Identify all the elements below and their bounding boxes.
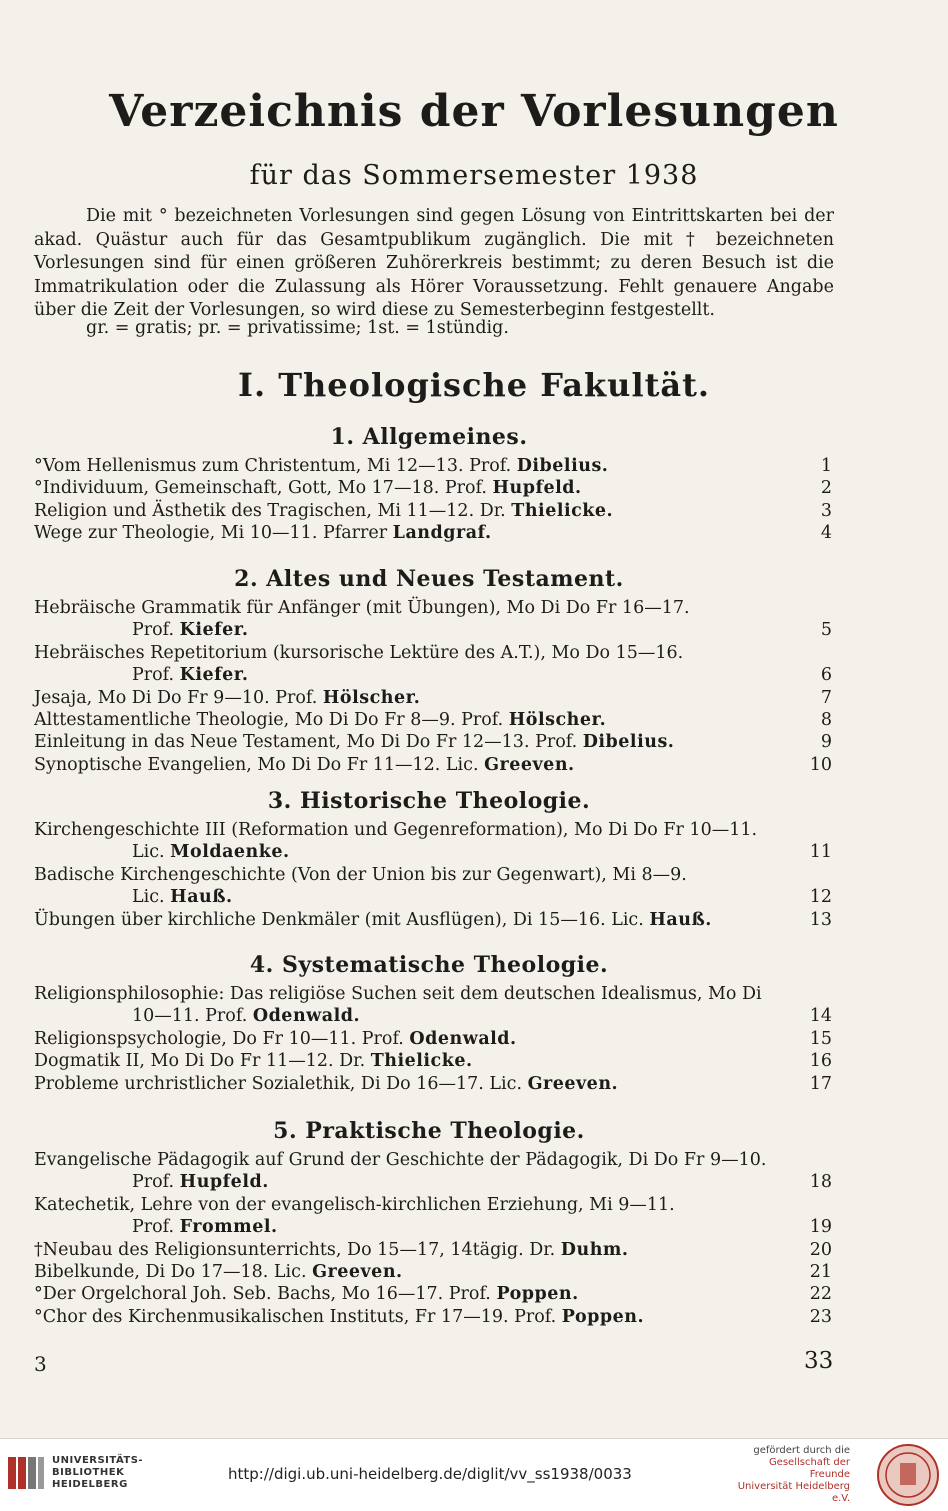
course-entry: [132, 1006, 832, 1026]
lecturer-name: Hauß.: [649, 909, 712, 930]
course-text: Jesaja, Mo Di Do Fr 9—10. Prof.: [34, 687, 323, 708]
permalink-url[interactable]: http://digi.ub.uni-heidelberg.de/diglit/vv_ss1938/0033: [228, 1465, 632, 1483]
course-number: 7: [820, 687, 832, 708]
course-number: 10: [809, 754, 832, 775]
course-number: 23: [809, 1306, 832, 1327]
course-entry: [34, 523, 832, 543]
course-entry: [34, 1240, 832, 1260]
course-entry: [132, 842, 832, 862]
course-entry: [34, 598, 832, 618]
course-text: Prof.: [132, 620, 180, 641]
course-text: Religion und Ästhetik des Tragischen, Mi 11—12. Dr.: [34, 500, 512, 521]
course-text: Übungen über kirchliche Denkmäler (mit Ausflügen), Di 15—16. Lic.: [34, 909, 650, 930]
lecturer-name: Thielicke.: [370, 1051, 473, 1072]
course-entry: [34, 456, 832, 476]
page-number: 33: [804, 1348, 834, 1374]
course-number: 18: [809, 1172, 832, 1193]
course-text: Hebräische Grammatik für Anfänger (mit Übungen), Mo Di Do Fr 16—17.: [34, 598, 690, 618]
course-text: Probleme urchristlicher Sozialethik, Di Do 16—17. Lic.: [34, 1073, 528, 1094]
course-entry: [34, 1195, 832, 1215]
course-entry: [34, 1029, 832, 1049]
course-text: °Individuum, Gemeinschaft, Gott, Mo 17—18. Prof.: [34, 478, 493, 499]
course-text: °Der Orgelchoral Joh. Seb. Bachs, Mo 16—17. Prof.: [34, 1284, 497, 1305]
section-heading: 4. Systematische Theologie.: [249, 952, 609, 978]
course-number: 1: [820, 456, 832, 476]
lecturer-name: Kiefer.: [179, 665, 249, 686]
course-number: 15: [809, 1028, 832, 1049]
course-entry: [132, 887, 832, 907]
course-text: Lic.: [132, 842, 171, 863]
lecturer-name: Hölscher.: [508, 710, 607, 730]
course-number: 21: [809, 1262, 832, 1282]
lecturer-name: Greeven.: [484, 754, 575, 775]
course-number: 20: [809, 1239, 832, 1260]
intro-paragraph: [34, 205, 834, 323]
course-text: Kirchengeschichte III (Reformation und Gegenreformation), Mo Di Do Fr 10—11.: [34, 820, 758, 840]
lecturer-name: Hupfeld.: [179, 1172, 269, 1193]
course-entry: [132, 620, 832, 640]
sponsor-line: gefördert durch die: [753, 1445, 850, 1456]
viewer-footer-bar: [0, 1438, 948, 1511]
course-entry: [34, 984, 832, 1004]
course-number: 6: [820, 665, 832, 686]
lecturer-name: Landgraf.: [392, 523, 492, 544]
course-number: 22: [809, 1284, 832, 1305]
course-number: 3: [820, 500, 832, 521]
lecturer-name: Poppen.: [496, 1284, 579, 1305]
course-entry: [132, 1172, 832, 1192]
course-entry: [34, 1284, 832, 1304]
course-entry: [34, 865, 832, 885]
course-number: 8: [820, 710, 832, 730]
section-heading: 5. Praktische Theologie.: [273, 1118, 585, 1144]
course-number: 14: [809, 1006, 832, 1027]
course-text: Hebräisches Repetitorium (kursorische Lektüre des A.T.), Mo Do 15—16.: [34, 642, 684, 663]
course-number: 4: [820, 523, 832, 544]
library-logo-icon: [6, 1453, 46, 1493]
course-entry: [34, 910, 832, 930]
library-name-line: HEIDELBERG: [52, 1479, 128, 1490]
course-entry: [34, 501, 832, 521]
course-entry: [34, 1262, 832, 1282]
course-text: Bibelkunde, Di Do 17—18. Lic.: [34, 1262, 313, 1282]
course-text: Evangelische Pädagogik auf Grund der Geschichte der Pädagogik, Di Do Fr 9—10.: [34, 1150, 767, 1170]
lecturer-name: Thielicke.: [511, 500, 614, 521]
course-entry: [132, 1217, 832, 1237]
lecturer-name: Hölscher.: [322, 687, 421, 708]
course-text: 10—11. Prof.: [132, 1006, 253, 1027]
section-heading: 1. Allgemeines.: [330, 424, 528, 450]
sponsor-line: Gesellschaft der Freunde: [768, 1457, 850, 1480]
course-text: Alttestamentliche Theologie, Mo Di Do Fr 8—9. Prof.: [34, 710, 509, 730]
course-entry: [132, 665, 832, 685]
course-text: Dogmatik II, Mo Di Do Fr 11—12. Dr.: [34, 1051, 371, 1072]
course-number: 11: [809, 842, 832, 863]
lecturer-name: Greeven.: [527, 1073, 619, 1094]
lecturer-name: Frommel.: [179, 1217, 278, 1238]
course-entry: [34, 1051, 832, 1071]
course-entry: [34, 1307, 832, 1327]
lecturer-name: Kiefer.: [179, 620, 249, 641]
course-text: †Neubau des Religionsunterrichts, Do 15—17, 14tägig. Dr.: [34, 1239, 561, 1260]
library-name-line: UNIVERSITÄTS-: [52, 1455, 144, 1466]
lecturer-name: Dibelius.: [582, 732, 675, 753]
course-entry: [34, 478, 832, 498]
course-text: Einleitung in das Neue Testament, Mo Di Do Fr 12—13. Prof.: [34, 732, 583, 753]
course-entry: [34, 643, 832, 663]
course-entry: [34, 710, 832, 730]
library-name-line: BIBLIOTHEK: [52, 1467, 125, 1478]
section-heading: 3. Historische Theologie.: [267, 788, 591, 814]
course-number: 13: [809, 909, 832, 930]
course-text: °Vom Hellenismus zum Christentum, Mi 12—13. Prof.: [34, 456, 517, 476]
course-number: 19: [809, 1217, 832, 1238]
course-text: Badische Kirchengeschichte (Von der Union bis zur Gegenwart), Mi 8—9.: [34, 864, 687, 885]
course-entry: [34, 755, 832, 775]
sponsor-text: [732, 1445, 850, 1505]
lecturer-name: Hauß.: [170, 887, 233, 908]
abbreviations-line: gr. = gratis; pr. = privatissime; 1st. = 1stündig.: [86, 318, 509, 338]
university-seal-icon: [876, 1443, 940, 1507]
course-entry: [34, 688, 832, 708]
course-text: Wege zur Theologie, Mi 10—11. Pfarrer: [34, 523, 393, 544]
lecturer-name: Dibelius.: [516, 456, 609, 476]
lecturer-name: Greeven.: [312, 1262, 403, 1282]
section-heading: 2. Altes und Neues Testament.: [234, 566, 624, 592]
course-entry: [34, 732, 832, 752]
course-number: 5: [820, 620, 832, 641]
page-title: Verzeichnis der Vorlesungen: [109, 86, 839, 137]
library-name: [52, 1455, 143, 1491]
lecturer-name: Poppen.: [561, 1306, 645, 1327]
course-entry: [34, 1074, 832, 1094]
course-text: Religionspsychologie, Do Fr 10—11. Prof.: [34, 1028, 410, 1049]
course-entry: [34, 820, 832, 840]
intro-text: Die mit ° bezeichneten Vorlesungen sind gegen Lösung von Eintrittskarten bei der akad. Quästur auch für das Gesamtpublikum zugänglich. Die mit † bezeichneten Vorlesungen sind für einen größeren Zuhörerkreis bestimmt; zu deren Besuch ist die Immatrikulation oder die Zulassung als Hörer Voraussetzung. Fehlt genauere Angabe über die Zeit der Vorlesungen, so wird diese zu Semesterbeginn festgestellt.: [34, 206, 834, 320]
course-entry: [34, 1150, 832, 1170]
course-text: °Chor des Kirchenmusikalischen Instituts, Fr 17—19. Prof.: [34, 1306, 562, 1327]
course-number: 9: [820, 732, 832, 753]
signature-mark: 3: [34, 1352, 47, 1376]
sponsor-line: Universität Heidelberg e.V.: [737, 1481, 850, 1504]
course-text: Prof.: [132, 665, 180, 686]
lecturer-name: Odenwald.: [252, 1006, 361, 1027]
course-text: Katechetik, Lehre von der evangelisch-kirchlichen Erziehung, Mi 9—11.: [34, 1194, 675, 1215]
lecturer-name: Duhm.: [560, 1239, 629, 1260]
course-text: Prof.: [132, 1217, 180, 1238]
course-text: Religionsphilosophie: Das religiöse Suchen seit dem deutschen Idealismus, Mo Di: [34, 984, 762, 1004]
lecturer-name: Moldaenke.: [170, 842, 290, 863]
course-number: 16: [809, 1051, 832, 1072]
course-number: 17: [809, 1073, 832, 1094]
lecturer-name: Hupfeld.: [492, 478, 582, 499]
course-number: 2: [820, 478, 832, 499]
course-text: Synoptische Evangelien, Mo Di Do Fr 11—12. Lic.: [34, 754, 485, 775]
course-text: Prof.: [132, 1172, 180, 1193]
lecturer-name: Odenwald.: [409, 1028, 517, 1049]
course-text: Lic.: [132, 887, 171, 908]
faculty-heading: I. Theologische Fakultät.: [237, 366, 711, 404]
page-subtitle: für das Sommersemester 1938: [249, 160, 699, 191]
course-number: 12: [809, 887, 832, 908]
